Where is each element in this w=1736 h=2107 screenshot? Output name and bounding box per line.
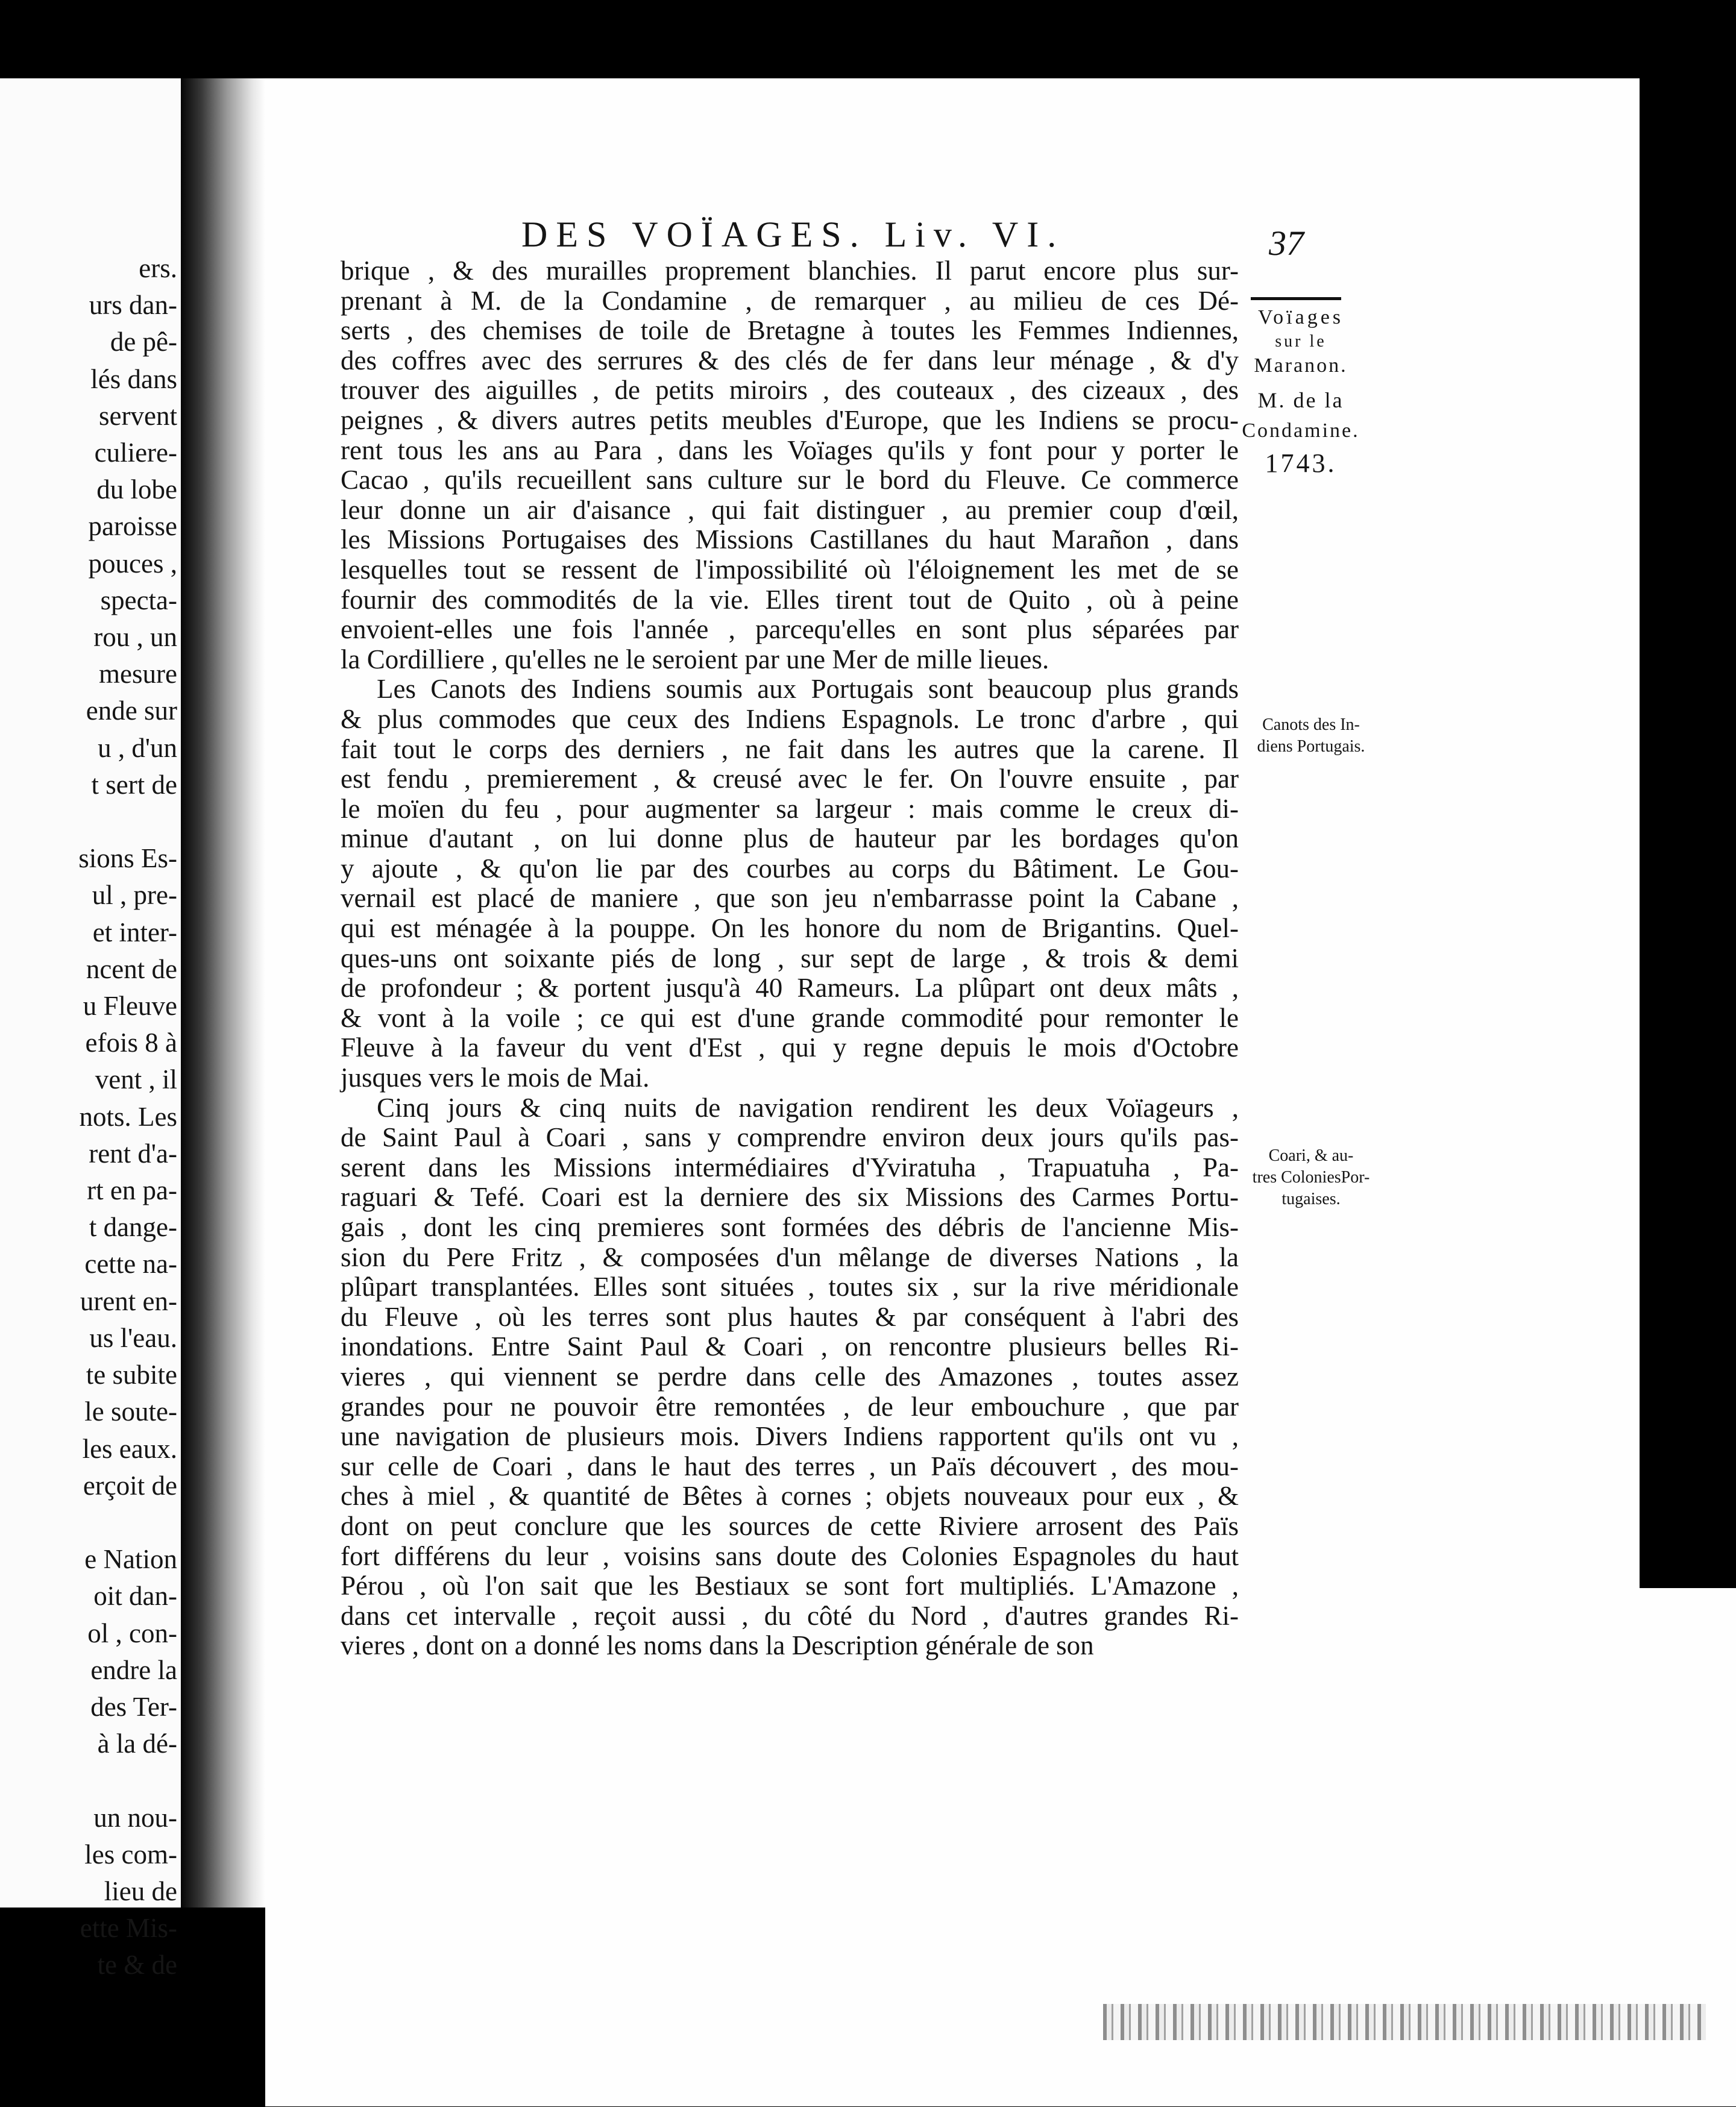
text-line: rent tous les ans au Para , dans les Voïages qu'ils y font pour y porter le — [341, 435, 1239, 465]
left-page-line: ette Mis- — [80, 1913, 177, 1944]
torn-bottom-edge — [1103, 2004, 1706, 2040]
left-page-line: culiere- — [94, 438, 177, 468]
margin-note-line: Maranon. — [1254, 354, 1348, 377]
left-page-line: rt en pa- — [87, 1175, 177, 1206]
left-page-line: te & de — [97, 1950, 177, 1980]
body-text — [341, 256, 1239, 1661]
text-line: la Cordilliere , qu'elles ne le seroient par une Mer de mille lieues. — [341, 644, 1049, 674]
left-page-line: pouces , — [88, 548, 177, 579]
left-page-line: un nou- — [93, 1802, 177, 1833]
left-page-line: paroisse — [88, 511, 177, 542]
text-line: fournir des commodités de la vie. Elles tirent tout de Quito , où à peine — [341, 584, 1239, 615]
left-page-line — [78, 1504, 177, 1541]
left-page-fragments — [78, 250, 177, 1984]
text-line: y ajoute , & qu'on lie par des courbes au corps du Bâtiment. Le Gou- — [341, 853, 1239, 884]
paragraph — [341, 256, 1239, 674]
left-page-line: mesure — [99, 659, 177, 689]
left-page-line: ol , con- — [87, 1618, 177, 1648]
left-page-line: les com- — [84, 1839, 177, 1870]
left-page-line: endre la — [90, 1654, 177, 1685]
text-line: serent dans les Missions intermédiaires d'Yviratuha , Trapuatuha , Pa- — [341, 1152, 1239, 1182]
text-line: lesquelles tout se ressent de l'impossibilité où l'éloignement les met de se — [341, 554, 1239, 585]
text-line: fait tout le corps des derniers , ne fait dans les autres que la carene. Il — [341, 733, 1239, 764]
left-facing-page — [0, 78, 181, 1980]
left-page-line: le soute- — [84, 1396, 177, 1427]
text-line: Fleuve à la faveur du vent d'Est , qui y regne depuis le mois d'Octobre — [341, 1032, 1239, 1063]
left-page-line: u Fleuve — [83, 991, 177, 1022]
left-page-line: rou , un — [93, 622, 177, 653]
left-page-line — [78, 803, 177, 840]
text-line: jusques vers le mois de Mai. — [341, 1063, 650, 1093]
left-page-line: et inter- — [92, 917, 177, 947]
left-page-line — [78, 1762, 177, 1799]
text-line: prenant à M. de la Condamine , de remarquer , au milieu de ces Dé- — [341, 285, 1239, 316]
text-line: Cinq jours & cinq nuits de navigation rendirent les deux Voïageurs , — [377, 1092, 1239, 1123]
text-line: brique , & des murailles proprement blanchies. Il parut encore plus sur- — [341, 256, 1239, 286]
left-page-line: servent — [99, 400, 177, 431]
text-line: du Fleuve , où les terres sont plus hautes & par conséquent à l'abri des — [341, 1301, 1239, 1332]
text-line: grandes pour ne pouvoir être remontées , de leur embouchure , que par — [341, 1391, 1239, 1422]
left-page-line: du lobe — [96, 474, 177, 505]
text-line: gais , dont les cinq premieres sont formées des débris de l'ancienne Mis- — [341, 1212, 1239, 1242]
text-line: ques-uns ont soixante piés de long , sur sept de large , & trois & demi — [341, 943, 1239, 973]
text-line: minue d'autant , on lui donne plus de hauteur par les bordages qu'on — [341, 823, 1239, 854]
margin-note-line: tres ColoniesPor- — [1252, 1168, 1370, 1187]
margin-note-coari — [1236, 1145, 1386, 1210]
text-line: une navigation de plusieurs mois. Divers Indiens rapportent qu'ils ont vu , — [341, 1421, 1239, 1452]
left-page-line: à la dé- — [97, 1729, 177, 1759]
text-line: dans cet intervalle , reçoit aussi , du côté du Nord , d'autres grandes Ri- — [341, 1600, 1239, 1631]
text-line: qui est ménagée à la pouppe. On les honore du nom de Brigantins. Quel- — [341, 913, 1239, 944]
book-gutter-shadow — [181, 78, 265, 1908]
text-line: trouver des aiguilles , de petits miroirs , des couteaux , des cizeaux , des — [341, 375, 1239, 406]
text-line: vieres , qui viennent se perdre dans celle des Amazones , toutes assez — [341, 1361, 1239, 1392]
left-page-line: ncent de — [86, 953, 177, 984]
margin-note-line: Voïages — [1257, 306, 1344, 328]
left-page-line: oit dan- — [93, 1581, 177, 1612]
margin-note-line: Canots des In- — [1262, 715, 1360, 734]
text-line: Les Canots des Indiens soumis aux Portugais sont beaucoup plus grands — [377, 674, 1239, 705]
text-line: Pérou , où l'on sait que les Bestiaux se sont fort multipliés. L'Amazone , — [341, 1571, 1239, 1601]
left-page-line: t dange- — [89, 1212, 177, 1243]
text-line: ches à miel , & quantité de Bêtes à cornes ; objets nouveaux pour eux , & — [341, 1481, 1239, 1512]
left-page-line: t sert de — [91, 769, 177, 800]
left-page-line: ers. — [139, 253, 177, 283]
left-page-line: e Nation — [84, 1544, 177, 1575]
text-line: dont on peut conclure que les sources de cette Riviere arrosent des Païs — [341, 1510, 1239, 1541]
paragraph — [341, 1093, 1239, 1661]
left-page-line: des Ter- — [90, 1691, 177, 1722]
left-page-line: nots. Les — [79, 1101, 177, 1132]
text-line: sur celle de Coari , dans le haut des terres , un Païs découvert , des mou- — [341, 1451, 1239, 1481]
margin-note-year: 1743. — [1265, 448, 1337, 478]
margin-note-line: diens Portugais. — [1257, 737, 1365, 756]
text-line: sion du Pere Fritz , & composées d'un mêlange de diverses Nations , la — [341, 1242, 1239, 1272]
text-line: inondations. Entre Saint Paul & Coari , on rencontre plusieurs belles Ri- — [341, 1331, 1239, 1362]
text-line: raguari & Tefé. Coari est la derniere des six Missions des Carmes Portu- — [341, 1182, 1239, 1213]
text-line: peignes , & divers autres petits meubles d'Europe, que les Indiens se procu- — [341, 404, 1239, 435]
left-page-line: erçoit de — [83, 1470, 177, 1501]
margin-note-line: Condamine. — [1242, 419, 1360, 442]
text-line: & plus commodes que ceux des Indiens Espagnols. Le tronc d'arbre , qui — [341, 703, 1239, 734]
margin-note-canoes — [1236, 714, 1386, 758]
left-page-line: lés dans — [90, 363, 177, 394]
left-page-line: vent , il — [95, 1064, 177, 1095]
margin-note-line: M. de la — [1257, 388, 1344, 412]
text-line: le moïen du feu , pour augmenter sa largeur : mais comme le creux di- — [341, 793, 1239, 824]
left-page-line: ende sur — [86, 696, 177, 726]
left-page-line: sions Es- — [78, 843, 177, 874]
text-line: vernail est placé de maniere , que son jeu n'embarrasse point la Cabane , — [341, 883, 1239, 914]
text-line: est fendu , premierement , & creusé avec le fer. On l'ouvre ensuite , par — [341, 764, 1239, 794]
paragraph — [341, 674, 1239, 1093]
left-page-line: urent en- — [80, 1286, 177, 1316]
left-page-line: urs dan- — [89, 290, 177, 321]
margin-note-travels — [1241, 304, 1361, 483]
page-number: 37 — [1269, 224, 1304, 263]
text-line: serts , des chemises de toile de Bretagne à toutes les Femmes Indiennes, — [341, 315, 1239, 346]
left-page-line: te subite — [86, 1360, 177, 1390]
text-line: des coffres avec des serrures & des clés de fer dans leur ménage , & d'y — [341, 345, 1239, 375]
text-line: les Missions Portugaises des Missions Castillanes du haut Marañon , dans — [341, 524, 1239, 555]
margin-note-line: Coari, & au- — [1268, 1146, 1354, 1165]
text-line: de profondeur ; & portent jusqu'à 40 Rameurs. La plûpart ont deux mâts , — [341, 973, 1239, 1003]
left-page-line: les eaux. — [82, 1433, 177, 1464]
text-line: & vont à la voile ; ce qui est d'une grande commodité pour remonter le — [341, 1002, 1239, 1033]
text-line: fort différens du leur , voisins sans doute des Colonies Espagnoles du haut — [341, 1540, 1239, 1571]
left-page-line: efois 8 à — [85, 1028, 177, 1058]
margin-note-line: sur le — [1275, 332, 1327, 351]
left-page-line: specta- — [100, 585, 177, 615]
text-line: vieres , dont on a donné les noms dans la Description générale de son — [341, 1630, 1094, 1661]
left-page-line: de pê- — [110, 327, 177, 357]
left-page-line: us l'eau. — [89, 1322, 177, 1353]
left-page-line: u , d'un — [98, 732, 177, 763]
text-line: de Saint Paul à Coari , sans y comprendre environ deux jours qu'ils pas- — [341, 1122, 1239, 1153]
margin-note-line: tugaises. — [1282, 1190, 1341, 1208]
text-line: envoient-elles une fois l'année , parcequ'elles en sont plus séparées par — [341, 614, 1239, 645]
margin-note-rule — [1251, 297, 1341, 300]
left-page-line: ul , pre- — [92, 880, 177, 911]
text-line: plûpart transplantées. Elles sont situées , toutes six , sur la rive méridionale — [341, 1272, 1239, 1302]
text-line: leur donne un air d'aisance , qui fait distinguer , au premier coup d'œil, — [341, 494, 1239, 525]
running-title: DES VOÏAGES. Liv. VI. — [521, 215, 1065, 254]
left-page-line: cette na- — [84, 1249, 177, 1280]
text-line: Cacao , qu'ils recueillent sans culture sur le bord du Fleuve. Ce commerce — [341, 465, 1239, 495]
left-page-line: lieu de — [104, 1876, 177, 1906]
left-page-line: rent d'a- — [89, 1138, 177, 1169]
